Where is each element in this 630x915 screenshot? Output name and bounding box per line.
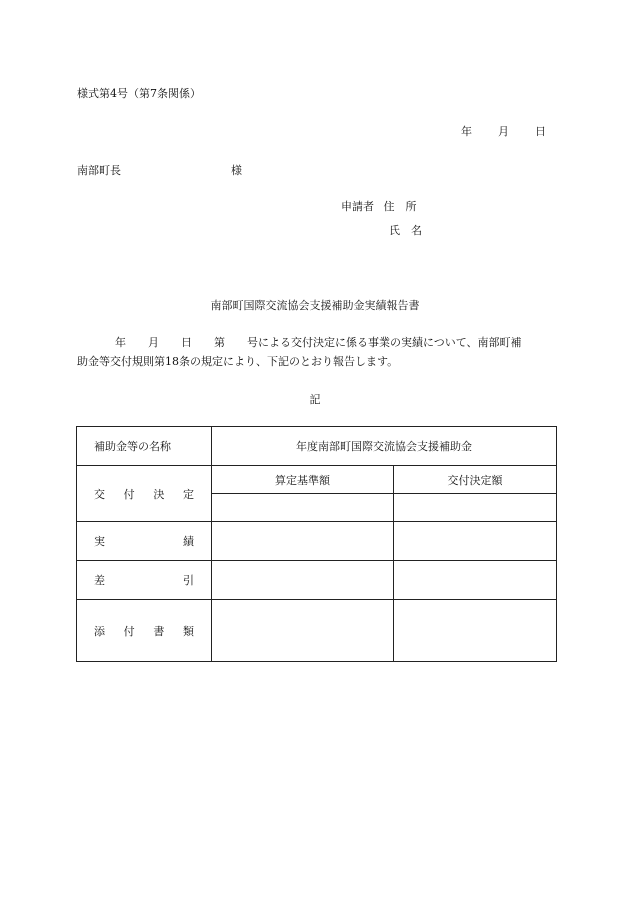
date-day: 日 (535, 125, 546, 138)
addressee-name: 南部町長 (77, 164, 121, 177)
table-row (77, 561, 557, 600)
results-standard-cell[interactable] (212, 522, 394, 561)
attachments-standard-cell[interactable] (212, 600, 394, 662)
form-number: 様式第4号（第7条関係） (77, 87, 201, 100)
decision-amount-cell[interactable] (394, 494, 557, 522)
date-line (461, 123, 546, 139)
document-title: 南部町国際交流協会支援補助金実績報告書 (210, 299, 420, 312)
results-decision-cell[interactable] (394, 522, 557, 561)
report-table (76, 426, 557, 662)
addressee-honorific: 様 (231, 164, 242, 177)
decision-amount-header: 交付決定額 (394, 466, 557, 494)
results-label: 実 績 (77, 522, 212, 561)
date-year: 年 (461, 125, 472, 138)
subsidy-name-value: 年度南部町国際交流協会支援補助金 (212, 427, 557, 466)
ki-heading: 記 (309, 393, 321, 406)
table-row (77, 522, 557, 561)
table-row (77, 466, 557, 494)
table-row (77, 427, 557, 466)
body-text (77, 333, 559, 371)
addressee (77, 162, 242, 178)
body-line-1: 年 月 日 第 号による交付決定に係る事業の実績について、南部町補 (115, 336, 522, 349)
standard-amount-cell[interactable] (212, 494, 394, 522)
applicant-label: 申請者 (341, 200, 374, 213)
applicant-address-label: 住 所 (383, 200, 417, 213)
difference-standard-cell[interactable] (212, 561, 394, 600)
decision-label: 交 付 決 定 (77, 466, 212, 522)
date-month: 月 (498, 125, 509, 138)
attachments-label: 添 付 書 類 (77, 600, 212, 662)
subsidy-name-label: 補助金等の名称 (77, 427, 212, 466)
applicant-name: 氏 名 (389, 224, 422, 237)
body-line-2: 助金等交付規則第18条の規定により、下記のとおり報告します。 (77, 355, 399, 368)
difference-decision-cell[interactable] (394, 561, 557, 600)
difference-label: 差 引 (77, 561, 212, 600)
table-row (77, 600, 557, 662)
standard-amount-header: 算定基準額 (212, 466, 394, 494)
applicant-address (341, 198, 417, 214)
attachments-decision-cell[interactable] (394, 600, 557, 662)
